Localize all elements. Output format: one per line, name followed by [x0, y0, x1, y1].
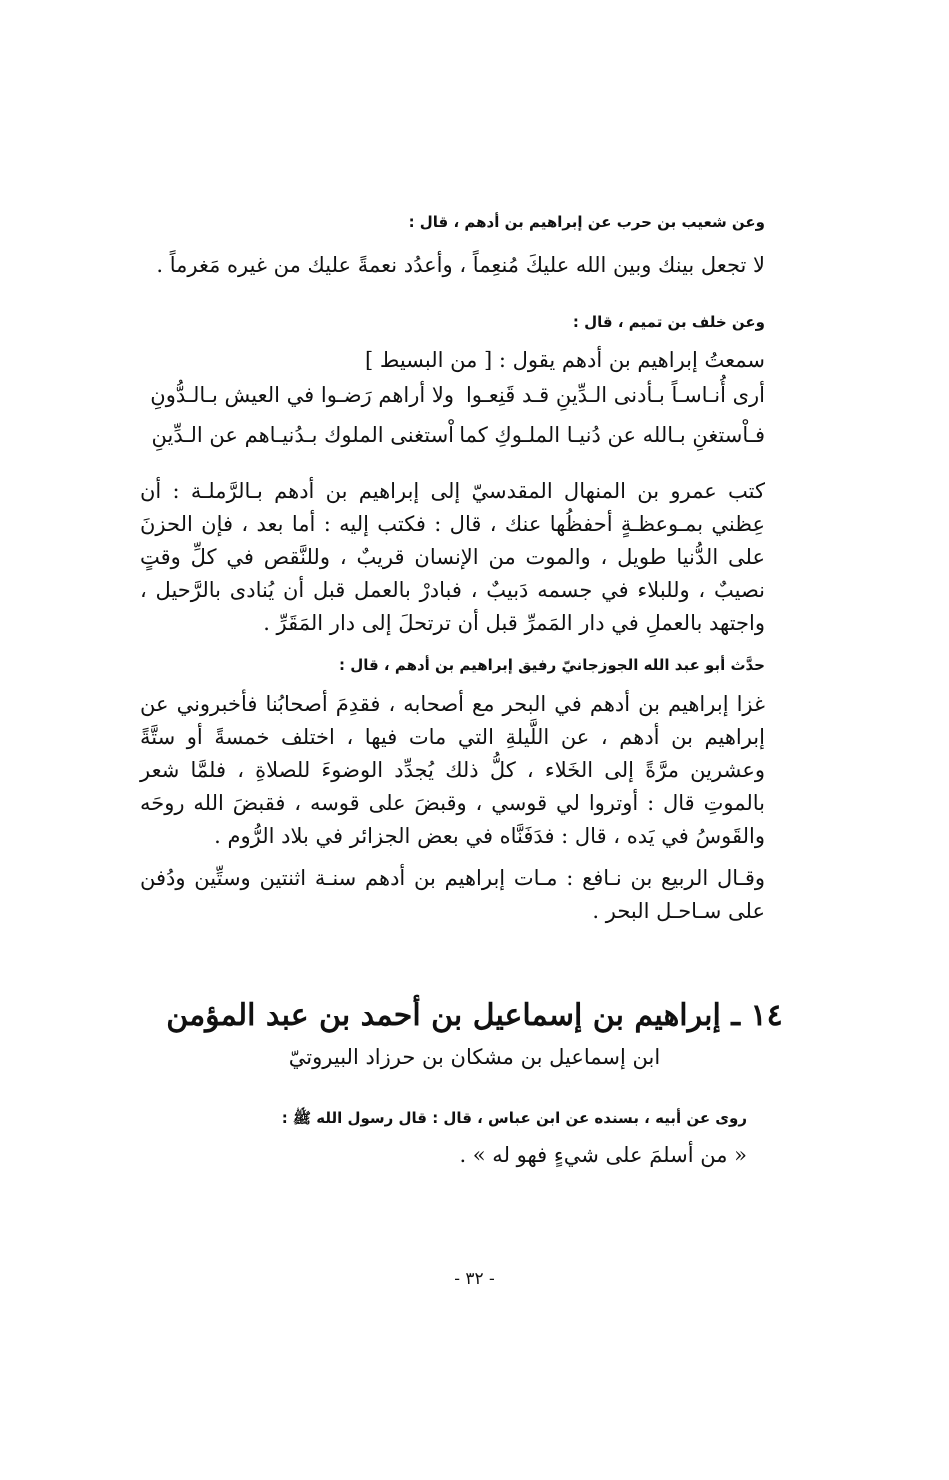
poem-intro-line: سمعتُ إبراهيم بن أدهم يقول : [ من البسيط ]	[365, 348, 765, 372]
verse-1-first-hemistich: أرى أُنـاسـاً بـأدنى الـدِّينِ قـد قَنِعـوا	[465, 383, 765, 407]
hadith-intro: روى عن أبيه ، بسنده عن ابن عباس ، قال : قال رسول الله ﷺ :	[281, 1109, 747, 1127]
narration-intro-juzjani: حدَّث أبو عبد الله الجوزجانيّ رفيق إبراهيم بن أدهم ، قال :	[338, 656, 765, 674]
verse-2-first-hemistich: فـاْستغنِ بـالله عن دُنيـا الملـوكِ كما	[459, 423, 765, 447]
entry-14-subtitle: ابن إسماعيل بن مشكان بن حرزاد البيروتيّ	[288, 1045, 661, 1069]
verse-1-second-hemistich: ولا أراهم رَضـوا في العيش بـالـدُّونِ	[150, 383, 454, 407]
burial-paragraph: وقـال الربيع بن نـافع : مـات إبراهيم بن أدهم سنـة اثنتين وستِّين ودُفن على سـاحـل البحر .	[140, 866, 765, 923]
verse-2-second-hemistich: اْستغنى الملوك بـدُنيـاهم عن الـدِّينِ	[151, 423, 454, 447]
saying-text-1: لا تجعل بينك وبين الله عليكَ مُنعِماً ، وأعدُد نعمةً عليك من غيره مَغرماً .	[156, 253, 765, 277]
narration-intro-khalaf: وعن خلف بن تميم ، قال :	[572, 313, 765, 331]
narration-intro-shuayb: وعن شعيب بن حرب عن إبراهيم بن أدهم ، قال :	[408, 213, 765, 231]
page-number: - ٣٢ -	[454, 1269, 495, 1289]
hadith-text: « من أسلمَ على شيءٍ فهو له » .	[459, 1143, 747, 1167]
death-account-paragraph: غزا إبراهيم بن أدهم في البحر مع أصحابه ، فقدِمَ أصحابُنا فأخبروني عن إبراهيم بن أدهم ، عن اللَّيلةِ التي مات فيها ، اختلف خمسةً أو ستَّةً وعشرين مرَّةً إلى الخَلاء ، كلُّ ذلك يُجدِّد الوضوءَ للصلاةِ ، فلمَّا شعر بالموتِ قال : أوتروا لي قوسي ، وقبضَ على قوسه ، فقبضَ الله روحَه والقَوسُ في يَده ، قال : فدَفَنَّاه في بعض الجزائر في بلاد الرُّوم .	[140, 692, 765, 848]
entry-14-title: ١٤ ـ إبراهيم بن إسماعيل بن أحمد بن عبد المؤمن	[166, 998, 783, 1033]
letter-paragraph: كتب عمرو بن المنهال المقدسيّ إلى إبراهيم بن أدهم بـالرَّملـة : أن عِظني بمـوعظـةٍ أحفظُها عنك ، قال : فكتب إليه : أما بعد ، فإن الحزنَ على الدُّنيا طويل ، والموت من الإنسان قريبٌ ، وللنَّقص في كلِّ وقتٍ نصيبٌ ، وللبلاء في جسمه دَبيبٌ ، فبادرْ بالعمل قبل أن يُنادى بالرَّحيل ، واجتهد بالعملِ في دار المَمرِّ قبل أن ترتحلَ إلى دار المَقَرِّ .	[140, 479, 765, 635]
